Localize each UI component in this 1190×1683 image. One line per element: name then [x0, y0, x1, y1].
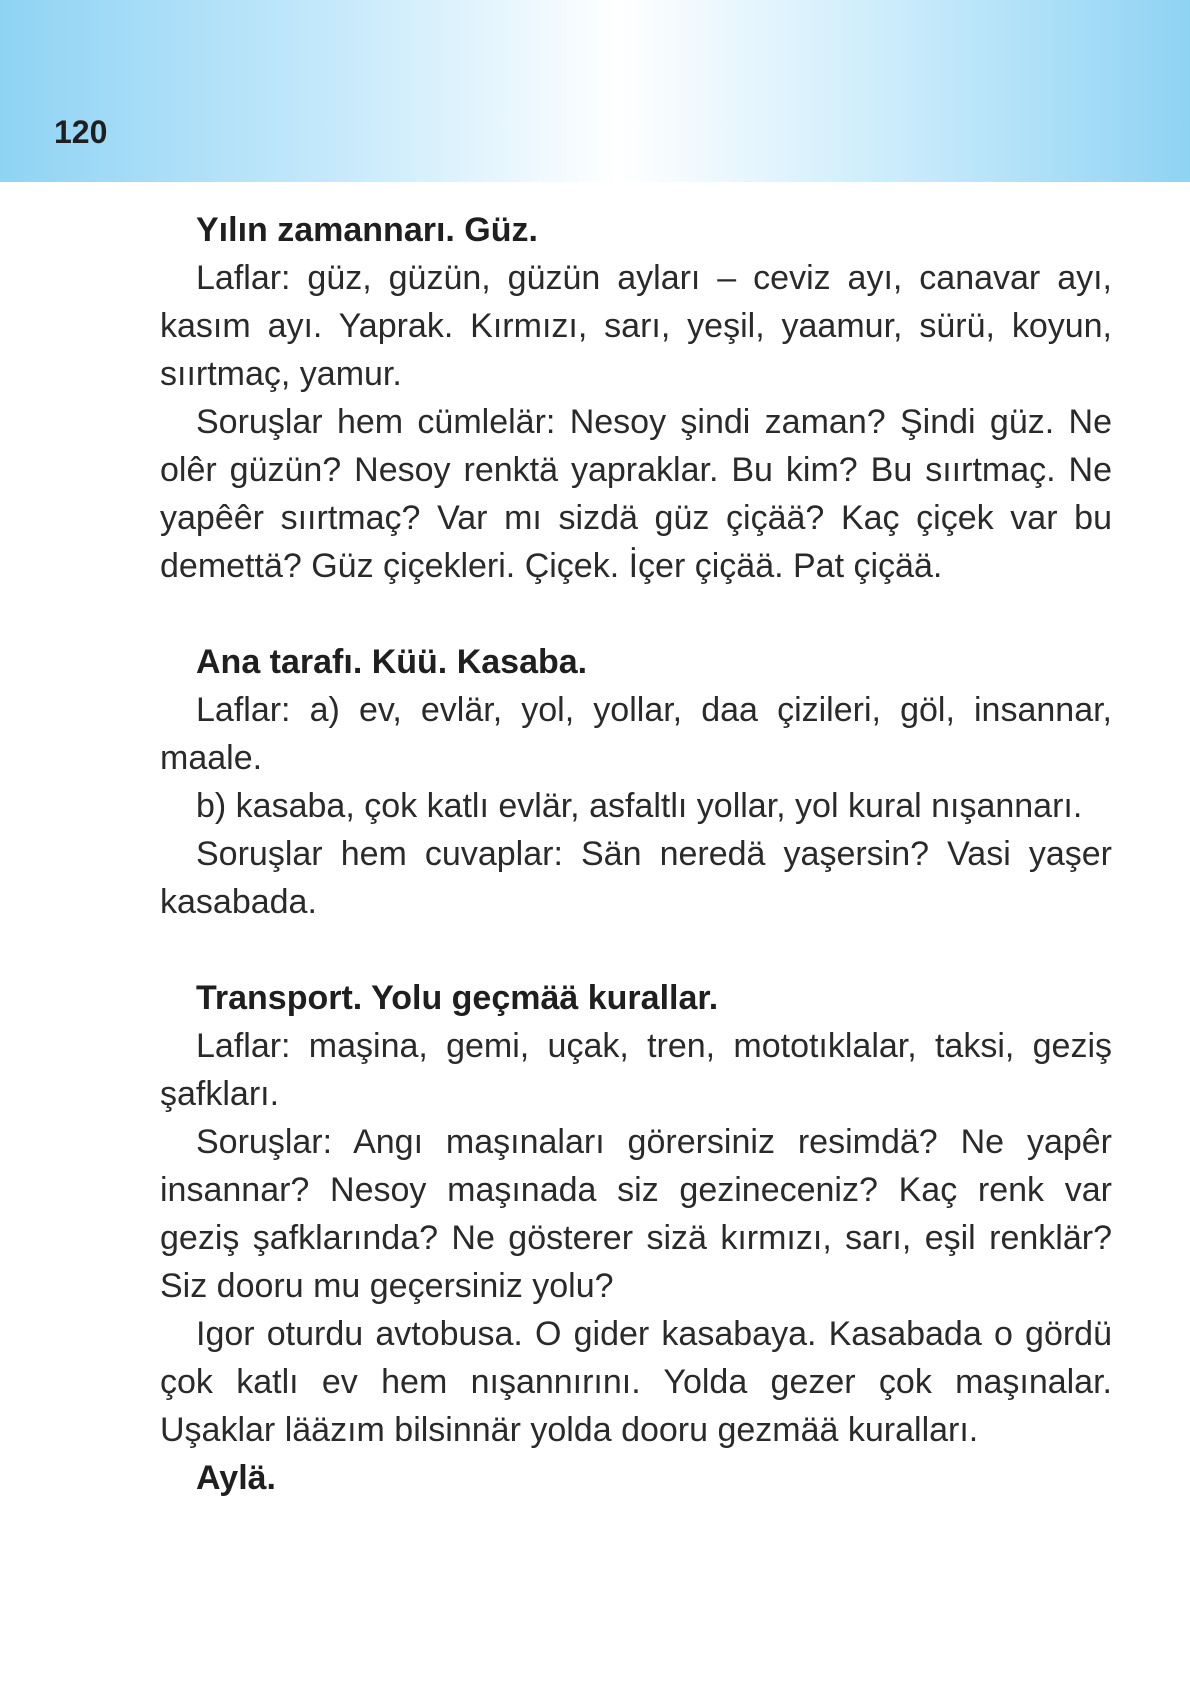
section-homeland-village-town — [160, 638, 1112, 926]
paragraph: Laflar: a) ev, evlär, yol, yollar, daa çizileri, göl, insannar, maale. — [160, 691, 1112, 777]
paragraph: Soruşlar: Angı maşınaları görersiniz resimdä? Ne yapêr insannar? Nesoy maşınada siz gezineceniz? Kaç renk var geziş şafklarında? Ne gösterer sizä kırmızı, sarı, eşil renklär? Siz dooru mu geçersiniz yolu? — [160, 1123, 1112, 1305]
paragraph: Laflar: güz, güzün, güzün ayları – ceviz ayı, canavar ayı, kasım ayı. Yaprak. Kırmızı, sarı, yeşil, yaamur, sürü, koyun, sıırtmaç, yamur. — [160, 259, 1112, 393]
section-seasons-autumn — [160, 206, 1112, 590]
section-heading: Transport. Yolu geçmää kurallar. — [196, 979, 719, 1017]
paragraph: Laflar: maşina, gemi, uçak, tren, mototıklalar, taksi, geziş şafkları. — [160, 1027, 1112, 1113]
paragraph: Soruşlar hem cuvaplar: Sän neredä yaşersin? Vasi yaşer kasabada. — [160, 835, 1112, 921]
paragraph: Igor oturdu avtobusa. O gider kasabaya. Kasabada o gördü çok katlı ev hem nışannırını. Yolda gezer çok maşınalar. Uşaklar lääzım bilsinnär yolda dooru gezmää kuralları. — [160, 1315, 1112, 1449]
section-heading: Yılın zamannarı. Güz. — [196, 211, 538, 249]
section-transport-rules — [160, 974, 1112, 1502]
paragraph: b) kasaba, çok katlı evlär, asfaltlı yollar, yol kural nışannarı. — [196, 787, 1083, 825]
page-header-band — [0, 0, 1190, 182]
page-number: 120 — [54, 114, 108, 150]
author-signature: Aylä. — [196, 1459, 277, 1497]
section-heading: Ana tarafı. Küü. Kasaba. — [196, 643, 588, 681]
page-content — [160, 206, 1112, 1502]
paragraph: Soruşlar hem cümlelär: Nesoy şindi zaman? Şindi güz. Ne olêr güzün? Nesoy renktä yapraklar. Bu kim? Bu sıırtmaç. Ne yapêêr sıırtmaç? Var mı sizdä güz çiçää? Kaç çiçek var bu demettä? Güz çiçekleri. Çiçek. İçer çiçää. Pat çiçää. — [160, 403, 1112, 585]
